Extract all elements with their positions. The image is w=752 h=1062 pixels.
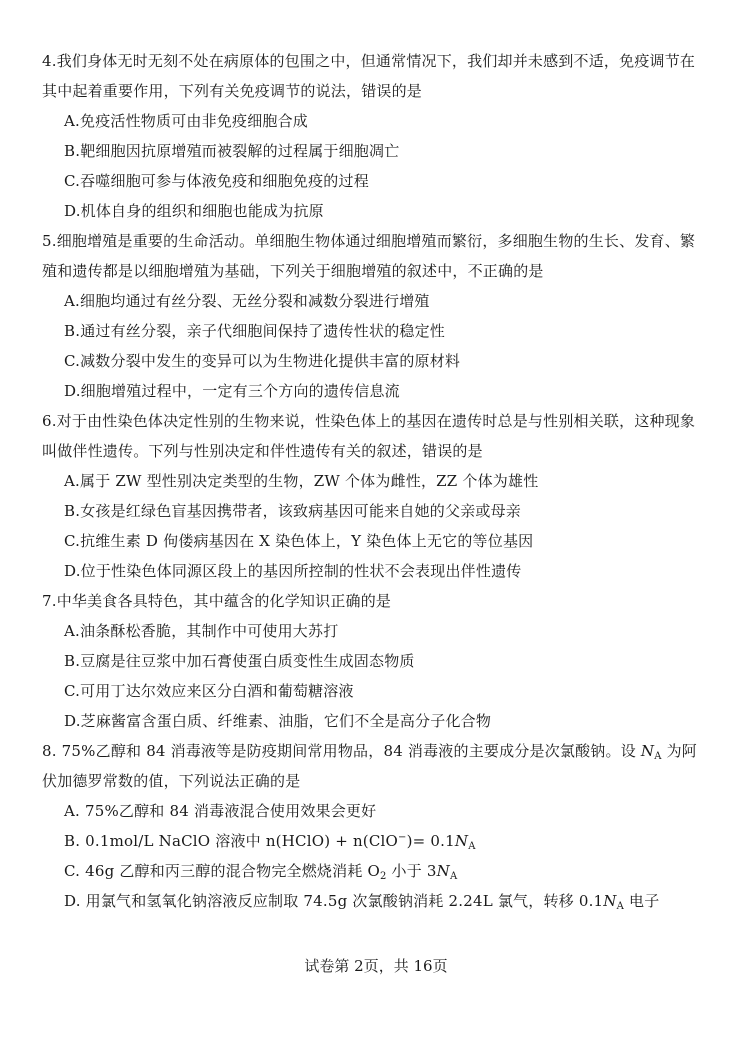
option-c: C.抗维生素 D 佝偻病基因在 X 染色体上，Y 染色体上无它的等位基因 — [64, 532, 534, 550]
option-b: B.豆腐是往豆浆中加石膏使蛋白质变性生成固态物质 — [64, 652, 415, 670]
question-list — [42, 46, 710, 916]
avogadro-subscript: A — [450, 871, 458, 882]
option-a: A.油条酥松香脆，其制作中可使用大苏打 — [64, 622, 339, 640]
avogadro-symbol: N — [436, 862, 450, 880]
option-d: D.机体自身的组织和细胞也能成为抗原 — [64, 202, 324, 220]
oxygen-subscript: 2 — [380, 871, 387, 882]
question-stem: 4.我们身体无时无刻不处在病原体的包围之中，但通常情况下，我们却并未感到不适，免疫调节在其中起着重要作用，下列有关免疫调节的说法，错误的是 — [42, 52, 696, 100]
option-a: A.属于 ZW 型性别决定类型的生物，ZW 个体为雌性，ZZ 个体为雄性 — [64, 472, 539, 490]
option-text: 小于 3 — [386, 862, 437, 880]
option-b: B.通过有丝分裂，亲子代细胞间保持了遗传性状的稳定性 — [64, 322, 445, 340]
option-b: B.女孩是红绿色盲基因携带者，该致病基因可能来自她的父亲或母亲 — [64, 502, 521, 520]
question-8 — [42, 736, 710, 916]
question-stem: 6.对于由性染色体决定性别的生物来说，性染色体上的基因在遗传时总是与性别相关联，这种现象叫做伴性遗传。下列与性别决定和伴性遗传有关的叙述，错误的是 — [42, 412, 696, 460]
option-text: B. 0.1mol/L NaClO 溶液中 n(HClO) + n(ClO — [64, 832, 399, 850]
option-c — [42, 856, 710, 886]
option-b: B.靶细胞因抗原增殖而被裂解的过程属于细胞凋亡 — [64, 142, 400, 160]
avogadro-subscript: A — [654, 751, 662, 762]
option-c: C.减数分裂中发生的变异可以为生物进化提供丰富的原材料 — [64, 352, 461, 370]
charge-superscript: − — [398, 832, 407, 843]
option-c: C.吞噬细胞可参与体液免疫和细胞免疫的过程 — [64, 172, 369, 190]
avogadro-symbol: N — [603, 892, 617, 910]
option-d — [42, 886, 710, 916]
avogadro-subscript: A — [468, 841, 476, 852]
option-d: D.位于性染色体同源区段上的基因所控制的性状不会表现出伴性遗传 — [64, 562, 522, 580]
question-4 — [42, 46, 710, 226]
question-7 — [42, 586, 710, 736]
option-text: 电子 — [624, 892, 660, 910]
stem-text: 8. 75%乙醇和 84 消毒液等是防疫期间常用物品，84 消毒液的主要成分是次氯酸钠。设 — [42, 742, 641, 760]
option-a: A.细胞均通过有丝分裂、无丝分裂和减数分裂进行增殖 — [64, 292, 430, 310]
question-stem: 5.细胞增殖是重要的生命活动。单细胞生物体通过细胞增殖而繁衍，多细胞生物的生长、发育、繁殖和遗传都是以细胞增殖为基础，下列关于细胞增殖的叙述中，不正确的是 — [42, 232, 696, 280]
option-c: C.可用丁达尔效应来区分白酒和葡萄糖溶液 — [64, 682, 354, 700]
avogadro-subscript: A — [616, 901, 625, 912]
option-text: )= 0.1 — [406, 832, 455, 850]
avogadro-symbol: N — [640, 742, 655, 760]
question-stem — [42, 736, 710, 796]
option-a: A. 75%乙醇和 84 消毒液混合使用效果会更好 — [64, 802, 377, 820]
question-6 — [42, 406, 710, 586]
stem-text: 为阿伏加德罗常数的值，下列说法正确的是 — [42, 742, 697, 790]
question-stem: 7.中华美食各具特色，其中蕴含的化学知识正确的是 — [42, 592, 392, 610]
avogadro-symbol: N — [454, 832, 469, 850]
option-b — [42, 826, 710, 856]
option-a: A.免疫活性物质可由非免疫细胞合成 — [64, 112, 309, 130]
option-d: D.芝麻酱富含蛋白质、纤维素、油脂，它们不全是高分子化合物 — [64, 712, 492, 730]
option-text: D. 用氯气和氢氧化钠溶液反应制取 74.5g 次氯酸钠消耗 2.24L 氯气，转移 0.1 — [64, 892, 604, 910]
page-footer: 试卷第 2页，共 16页 — [304, 957, 448, 975]
option-d: D.细胞增殖过程中，一定有三个方向的遗传信息流 — [64, 382, 400, 400]
question-5 — [42, 226, 710, 406]
option-text: C. 46g 乙醇和丙三醇的混合物完全燃烧消耗 O — [64, 862, 381, 880]
